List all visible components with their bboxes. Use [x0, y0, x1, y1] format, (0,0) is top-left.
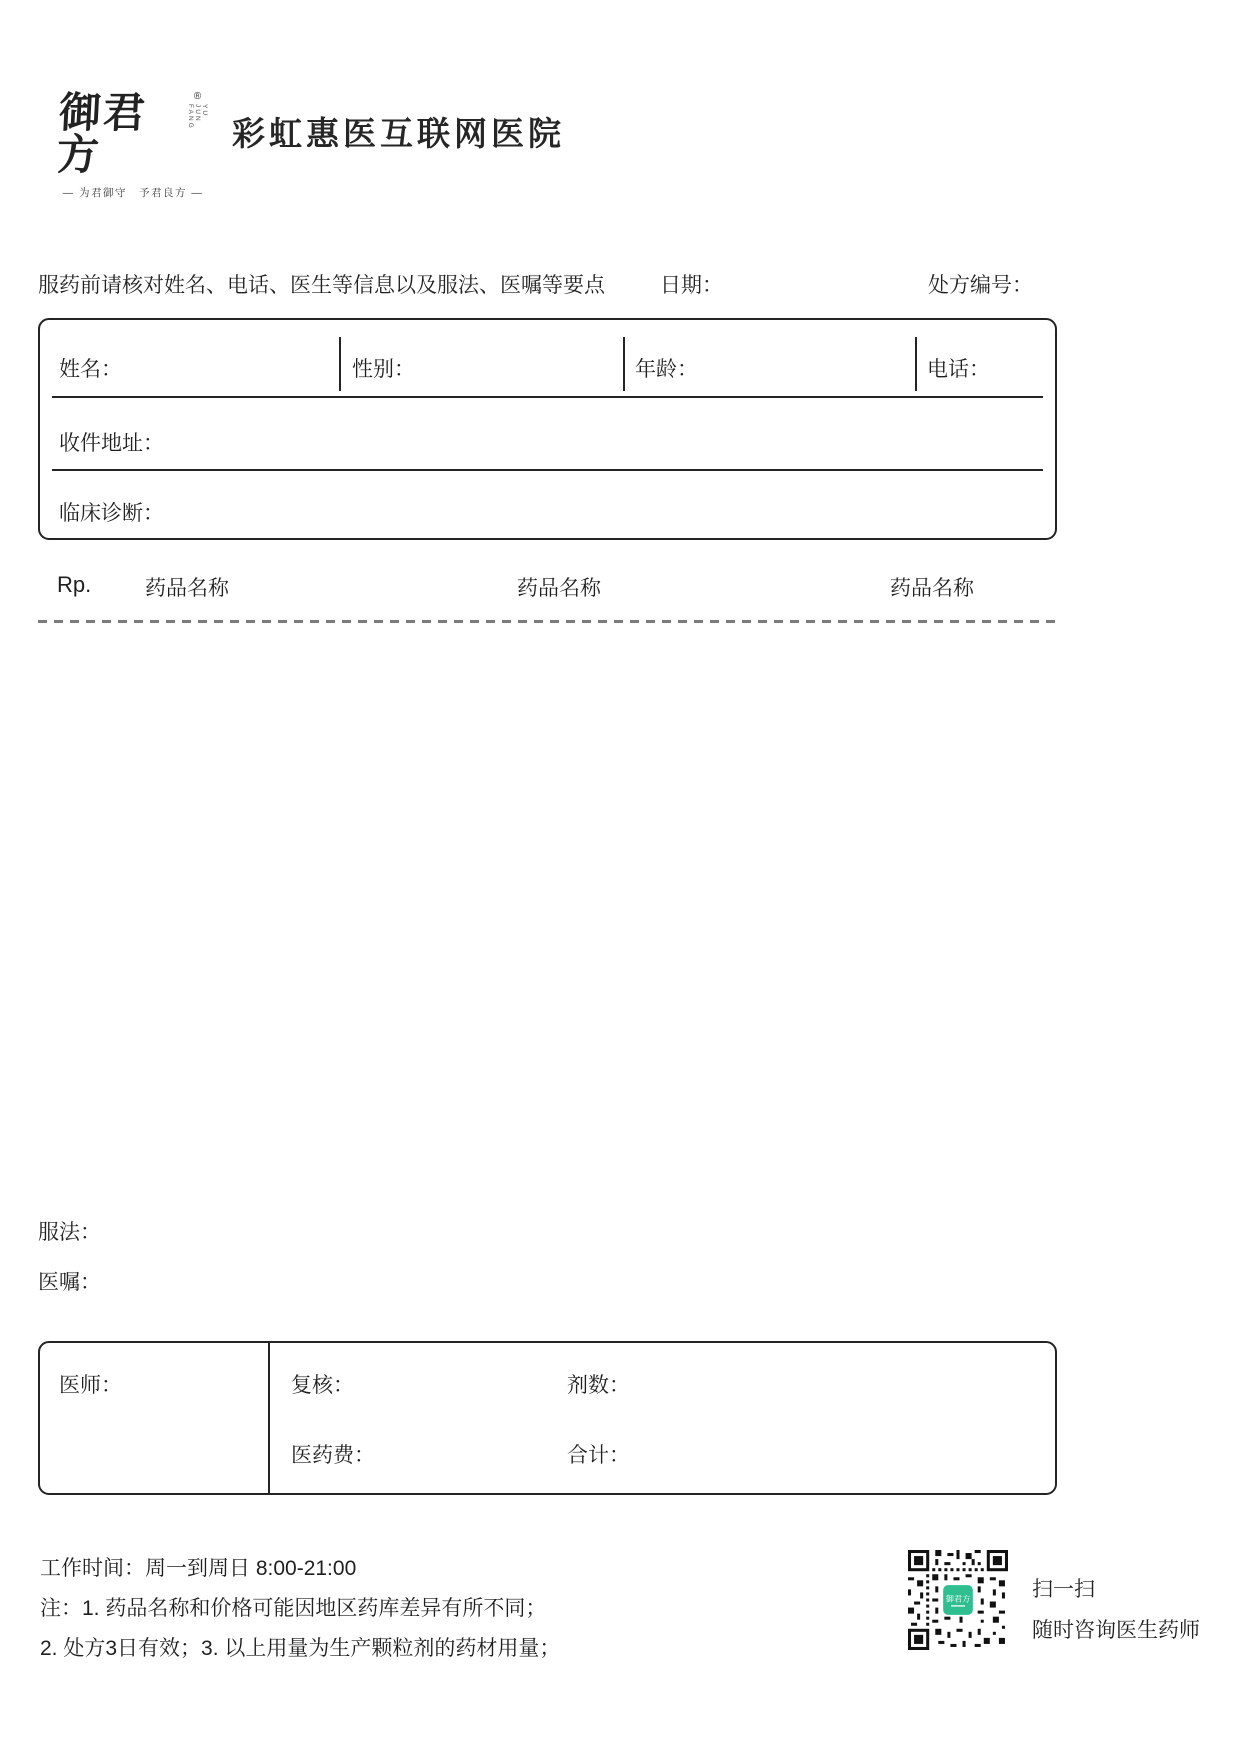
medicine-fee-label: 医药费：: [291, 1444, 375, 1467]
brand-logo-romanized: YU JUN FANG: [187, 104, 208, 130]
patient-name-label: 姓名：: [59, 358, 122, 381]
physician-label: 医师：: [59, 1374, 122, 1397]
rp-label: Rp.: [57, 572, 92, 597]
usage-label: 服法：: [38, 1221, 101, 1244]
verification-notice: 服药前请核对姓名、电话、医生等信息以及服法、医嘱等要点: [38, 274, 605, 297]
field-divider: [339, 337, 341, 391]
working-hours: 工作时间：周一到周日 8:00-21:00: [40, 1557, 357, 1580]
review-label: 复核：: [291, 1374, 354, 1397]
footer-note-1: 注：1. 药品名称和价格可能因地区药库差异有所不同；: [40, 1597, 547, 1620]
hospital-name: 彩虹惠医互联网医院: [232, 115, 565, 152]
drug-name-column-header: 药品名称: [517, 577, 601, 600]
field-divider: [915, 337, 917, 391]
patient-phone-label: 电话：: [927, 358, 990, 381]
clinical-diagnosis-label: 临床诊断：: [59, 502, 164, 525]
brand-logo: [55, 88, 208, 200]
shipping-address-label: 收件地址：: [59, 432, 164, 455]
doses-label: 剂数：: [567, 1374, 630, 1397]
signoff-box: [38, 1341, 1057, 1495]
consult-caption: 随时咨询医生药师: [1032, 1619, 1200, 1642]
meta-line: [0, 269, 1240, 297]
qr-badge-text: 御君方: [945, 1594, 971, 1604]
qr-code-icon: [908, 1550, 1008, 1650]
brand-logo-text: 御君方: [55, 88, 149, 179]
brand-tagline: — 为君御守 予君良方 —: [62, 187, 204, 199]
scan-caption: 扫一扫: [1032, 1578, 1095, 1601]
field-divider: [623, 337, 625, 391]
footer-note-2: 2. 处方3日有效；3. 以上用量为生产颗粒剂的药材用量；: [40, 1637, 561, 1660]
row-divider: [52, 396, 1043, 398]
dashed-separator: [38, 620, 1062, 623]
registered-trademark-icon: ®: [193, 91, 202, 102]
patient-gender-label: 性别：: [352, 358, 415, 381]
drug-name-column-header: 药品名称: [145, 577, 229, 600]
prescription-number-label: 处方编号：: [928, 274, 1033, 297]
date-label: 日期：: [660, 274, 723, 297]
cell-divider: [268, 1343, 270, 1493]
row-divider: [52, 469, 1043, 471]
rx-header-row: [38, 572, 1057, 600]
drug-name-column-header: 药品名称: [890, 577, 974, 600]
patient-info-box: [38, 318, 1057, 540]
doctor-advice-label: 医嘱：: [38, 1271, 101, 1294]
total-label: 合计：: [567, 1444, 630, 1467]
patient-age-label: 年龄：: [635, 358, 698, 381]
